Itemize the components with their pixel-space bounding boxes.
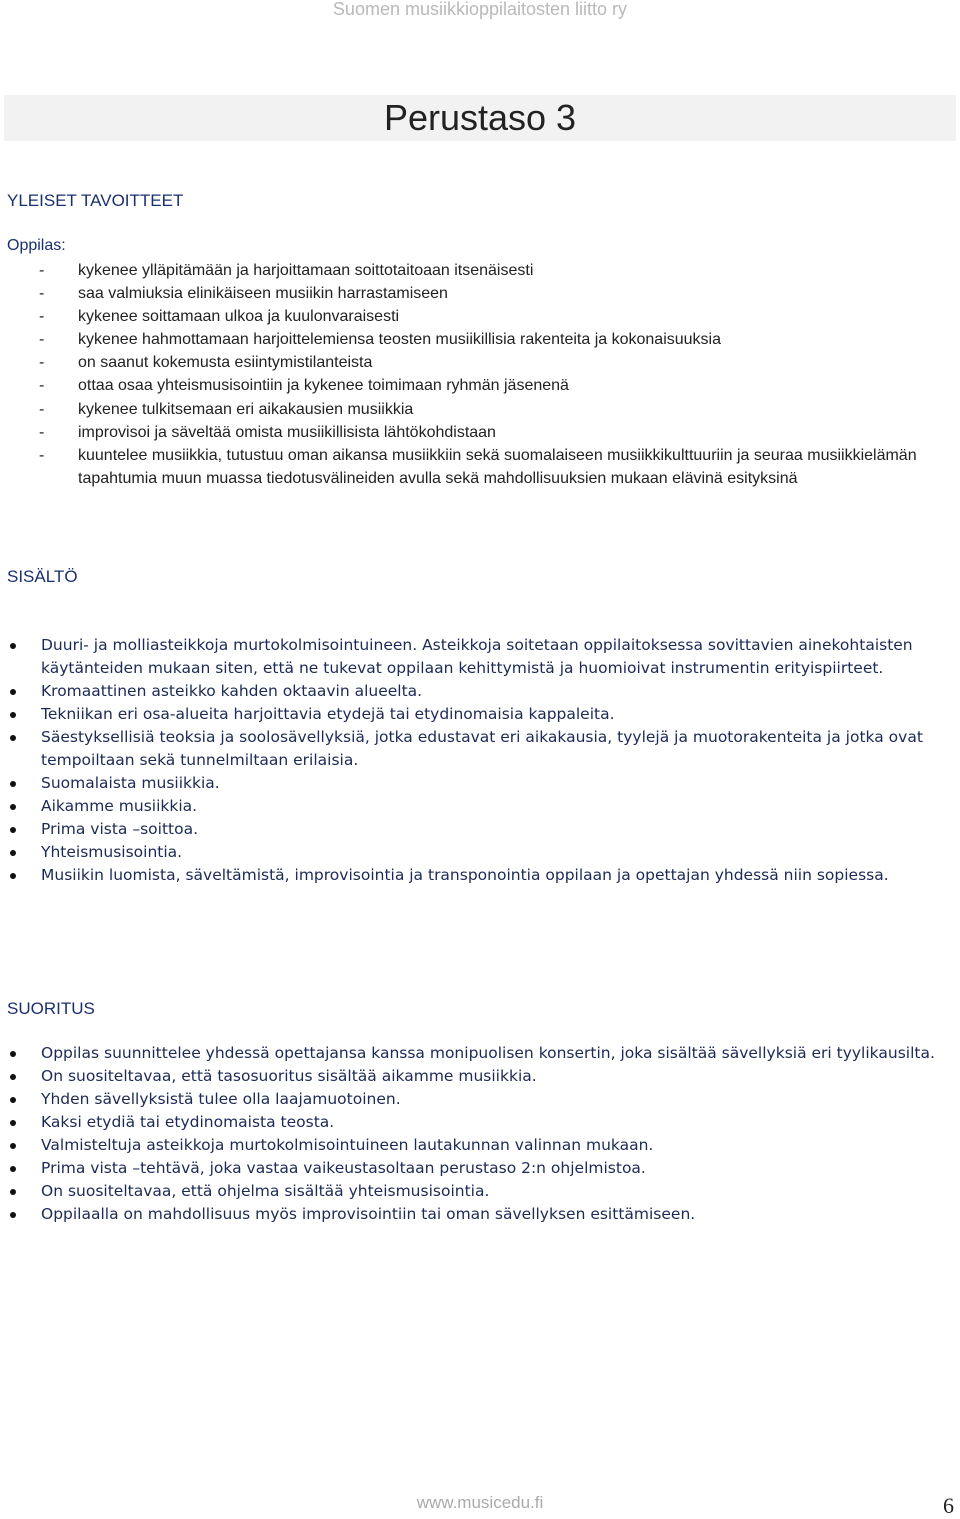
bullet-icon: [10, 850, 16, 856]
bullet-icon: [10, 712, 16, 718]
list-item: - ottaa osaa yhteismusisointiin ja kykenee toimimaan ryhmän jäsenenä: [39, 377, 569, 395]
bullet-icon: [10, 1120, 16, 1126]
list-item: - saa valmiuksia elinikäiseen musiikin harrastamiseen: [39, 285, 448, 303]
list-item: Prima vista –tehtävä, joka vastaa vaikeustasoltaan perustaso 2:n ohjelmistoa.: [0, 1157, 950, 1180]
bullet-icon: [10, 643, 16, 649]
bullet-icon: [10, 1166, 16, 1172]
section-heading-sisalto: SISÄLTÖ: [7, 567, 78, 586]
list-item: - improvisoi ja säveltää omista musiikillisista lähtökohdistaan: [39, 423, 496, 441]
list-item: Oppilas suunnittelee yhdessä opettajansa kanssa monipuolisen konsertin, joka sisältää sävellyksiä eri tyylikausilta.: [0, 1042, 950, 1065]
bullet-icon: [10, 1051, 16, 1057]
list-item: - kykenee hahmottamaan harjoittelemiensa teosten musiikillisia rakenteita ja kokonaisuuksia: [39, 331, 722, 349]
bullet-icon: [10, 1097, 16, 1103]
list-item: - kykenee tulkitsemaan eri aikakausien musiikkia: [39, 400, 414, 418]
list-item: Säestyksellisiä teoksia ja soolosävellyksiä, jotka edustavat eri aikakausia, tyylejä ja muotorakenteita ja jotka ovat tempoiltaan sekä tunnelmiltaan erilaisia.: [0, 726, 950, 772]
page-title: Perustaso 3: [383, 97, 577, 138]
list-item: Kaksi etydiä tai etydinomaista teosta.: [0, 1111, 950, 1134]
list-item: - kykenee soittamaan ulkoa ja kuulonvaraisesti: [39, 308, 400, 326]
bullet-icon: [10, 735, 16, 741]
list-item: Valmisteltuja asteikkoja murtokolmisointuineen lautakunnan valinnan mukaan.: [0, 1134, 950, 1157]
list-item: Yhteismusisointia.: [0, 841, 950, 864]
bullet-icon: [10, 781, 16, 787]
header-org-name: Suomen musiikkioppilaitosten liitto ry: [332, 0, 628, 19]
list-item: Prima vista –soittoa.: [0, 818, 950, 841]
goals-intro: Oppilas:: [7, 237, 66, 254]
bullet-icon: [10, 1189, 16, 1195]
list-item: Duuri- ja molliasteikkoja murtokolmisointuineen. Asteikkoja soitetaan oppilaitoksessa sovittavien ainekohtaisten käytänteiden mukaan siten, että ne tukevat oppilaan kehittymistä ja huomioivat instrumentin erityispiirteet.: [0, 634, 950, 680]
bullet-icon: [10, 873, 16, 879]
suoritus-list: [0, 1042, 950, 1226]
page-number: 6: [943, 1493, 954, 1518]
sisalto-list: [0, 634, 950, 887]
list-item: Oppilaalla on mahdollisuus myös improvisointiin tai oman sävellyksen esittämiseen.: [0, 1203, 950, 1226]
list-item: Musiikin luomista, säveltämistä, improvisointia ja transponointia oppilaan ja opettajan yhdessä niin sopiessa.: [0, 864, 950, 887]
list-item: - kykenee ylläpitämään ja harjoittamaan soittotaitoaan itsenäisesti: [39, 262, 534, 279]
list-item: Aikamme musiikkia.: [0, 795, 950, 818]
list-item: - on saanut kokemusta esiintymistilanteista: [39, 354, 373, 372]
bullet-icon: [10, 689, 16, 695]
goals-list: [0, 259, 950, 490]
bullet-icon: [10, 804, 16, 810]
list-item: On suositeltavaa, että ohjelma sisältää yhteismusisointia.: [0, 1180, 950, 1203]
list-item: Tekniikan eri osa-alueita harjoittavia etydejä tai etydinomaisia kappaleita.: [0, 703, 950, 726]
list-item: Kromaattinen asteikko kahden oktaavin alueelta.: [0, 680, 950, 703]
footer-url[interactable]: www.musicedu.fi: [416, 1493, 544, 1512]
bullet-icon: [10, 1212, 16, 1218]
bullet-icon: [10, 1074, 16, 1080]
bullet-icon: [10, 1143, 16, 1149]
list-item: Suomalaista musiikkia.: [0, 772, 950, 795]
section-heading-suoritus: SUORITUS: [7, 999, 95, 1018]
list-item: - kuuntelee musiikkia, tutustuu oman aikansa musiikkiin sekä suomalaiseen musiikkikulttuuriin ja seuraa musiikkielämän tapahtumia muun muassa tiedotusvälineiden avulla sekä mahdollisuuksien mukaan elävinä esityksinä: [39, 446, 917, 487]
bullet-icon: [10, 827, 16, 833]
section-heading-goals: YLEISET TAVOITTEET: [7, 191, 184, 210]
list-item: Yhden sävellyksistä tulee olla laajamuotoinen.: [0, 1088, 950, 1111]
list-item: On suositeltavaa, että tasosuoritus sisältää aikamme musiikkia.: [0, 1065, 950, 1088]
